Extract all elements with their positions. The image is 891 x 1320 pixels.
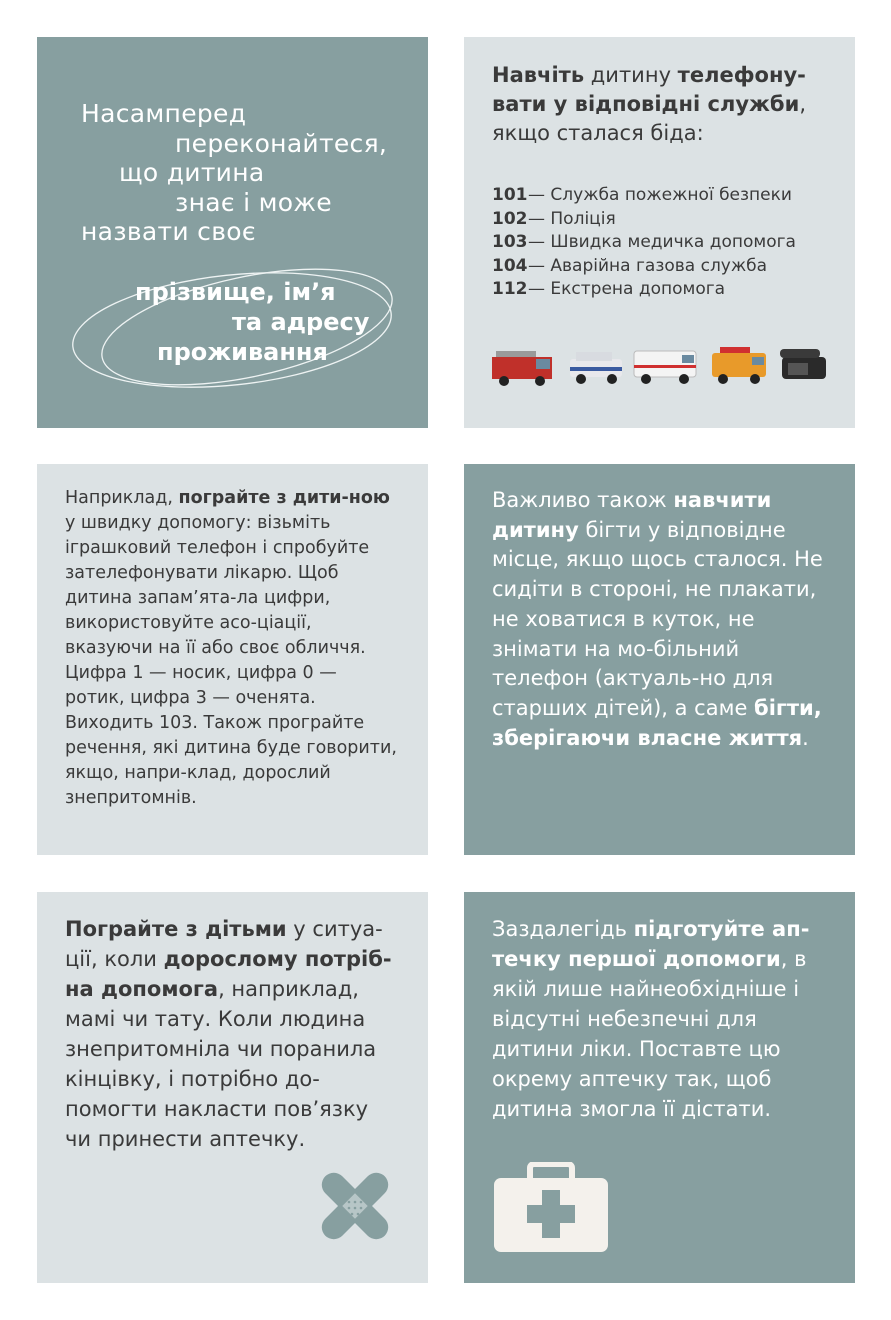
service-list <box>492 184 827 302</box>
gas-van-icon <box>712 347 766 384</box>
intro-line-2: переконайтеся, <box>175 129 388 158</box>
service-row: 102 — Поліція <box>492 208 616 229</box>
card-run-to-safety <box>464 464 855 855</box>
first-aid-text: Заздалегідь підготуйте ап-течку першої допомоги, в якій лише найнеобхідніше і відсутні небезпечні для дитини ліки. Поставте цю окрему аптечку так, щоб дитина змогла її дістати. <box>492 917 810 1121</box>
vehicles-illustration <box>490 343 830 393</box>
fire-truck-icon <box>492 351 552 386</box>
bandage-icon <box>313 1164 397 1248</box>
service-row: 104 — Аварійна газова служба <box>492 255 768 276</box>
service-row: 112 — Екстрена допомога <box>492 279 726 299</box>
intro-line-5: назвати своє <box>81 217 256 246</box>
telephone-icon <box>780 349 826 379</box>
play-ambulance-text: Наприклад, пограйте з дити-ною у швидку допомогу: візьміть іграшковий телефон і спробуйте зателефонувати лікарю. Щоб дитина запам’ята-ла цифри, використовуйте асо-ціації, вказуючи на її або своє обличчя. Цифра 1 — носик, цифра 0 — ротик, цифра 3 — оченята. Виходить 103. Також програйте речення, які дитина буде говорити, якщо, напри-клад, дорослий знепритомнів. <box>65 488 397 808</box>
card-emergency-numbers <box>464 37 855 428</box>
service-row: 101 — Служба пожежної безпеки <box>492 185 792 205</box>
card-intro <box>37 37 428 428</box>
police-car-icon <box>570 352 622 384</box>
first-aid-kit-icon <box>492 1162 610 1254</box>
run-to-safety-text: Важливо також навчити дитину бігти у відповідне місце, якщо щось сталося. Не сидіти в стороні, не плакати, не ховатися в куток, не знімати на мо-більний телефон (актуаль-но для старших дітей), а саме бігти, зберігаючи власне життя. <box>492 488 823 750</box>
help-adult-text: Пограйте з дітьми у ситуа-ції, коли дорослому потріб-на допомога, наприклад, мамі чи тату. Коли людина знепритомніла чи поранила кінцівку, і потрібно до-помогти накласти пов’язку чи принести аптечку. <box>65 917 392 1151</box>
ambulance-icon <box>634 351 696 384</box>
emergency-intro: Навчіть дитину телефону-вати у відповідні служби, якщо сталася біда: <box>492 63 806 145</box>
card-first-aid-kit <box>464 892 855 1283</box>
intro-bold-2: та адресу <box>232 308 370 336</box>
intro-line-4: знає і може <box>175 188 332 217</box>
card-help-adult <box>37 892 428 1283</box>
intro-bold-3: проживання <box>157 338 328 366</box>
intro-bold-1: прізвище, ім’я <box>135 278 336 306</box>
service-row: 103 — Швидка медичка допомога <box>492 232 796 252</box>
card-play-ambulance <box>37 464 428 855</box>
intro-line-3: що дитина <box>119 158 265 187</box>
intro-line-1: Насамперед <box>81 99 247 128</box>
